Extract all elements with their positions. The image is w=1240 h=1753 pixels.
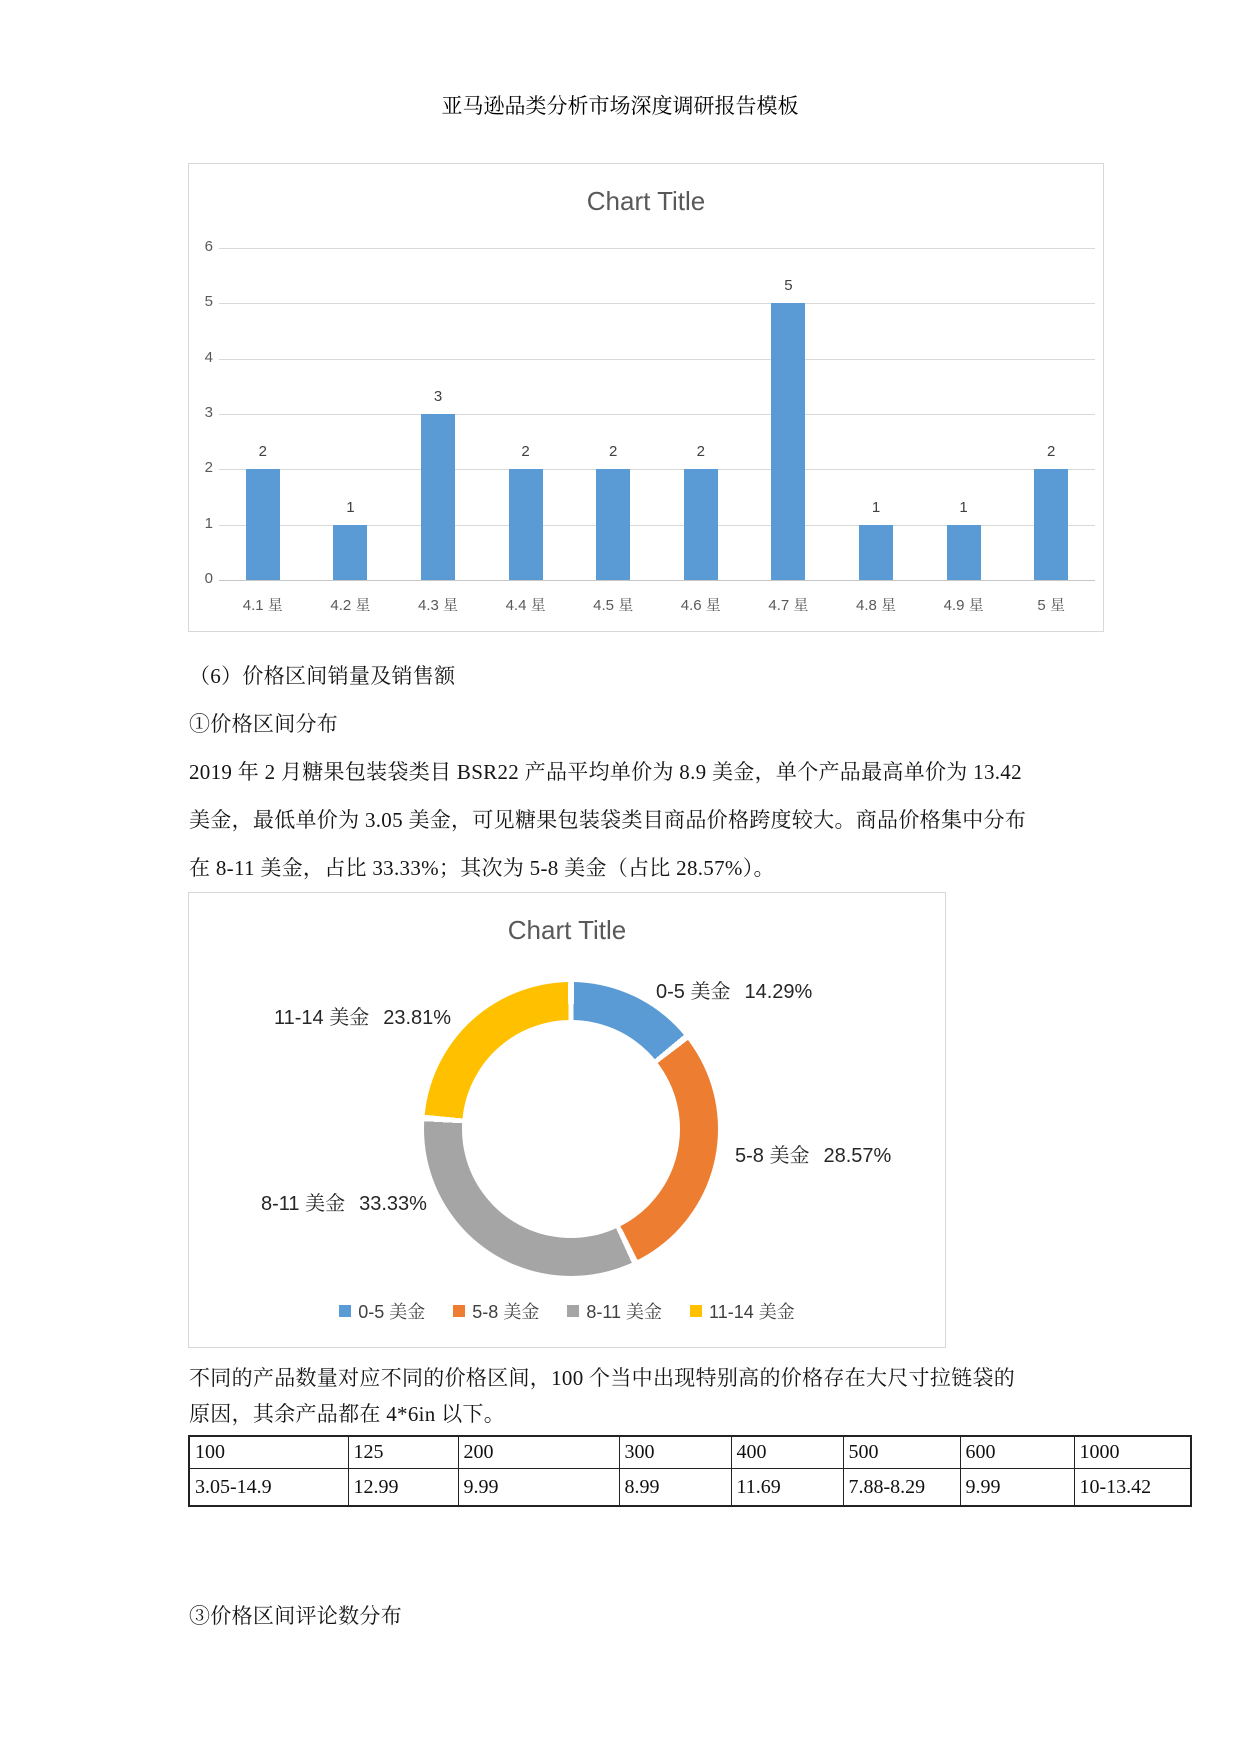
donut-hole [462, 1020, 680, 1238]
bar-value-label: 5 [784, 277, 793, 295]
x-axis-category-label: 4.4 星 [505, 597, 546, 614]
table-cell: 9.99 [960, 1469, 1074, 1507]
table-cell: 10-13.42 [1074, 1469, 1191, 1507]
section-heading-price-range: （6）价格区间销量及销售额 [189, 664, 456, 688]
x-axis-category-label: 5 星 [1037, 597, 1065, 614]
bar-6 [684, 469, 718, 580]
table-cell: 1000 [1074, 1436, 1191, 1469]
table-cell: 7.88-8.29 [843, 1469, 960, 1507]
pie-label-percent: 33.33% [359, 1193, 427, 1215]
y-axis-tick-label: 5 [204, 293, 213, 311]
bar-9 [947, 525, 981, 580]
bar-chart-gridline [219, 580, 1095, 581]
legend-label: 5-8 美金 [472, 1302, 540, 1322]
bar-chart-title: Chart Title [586, 186, 706, 216]
legend-item [567, 1298, 662, 1324]
x-axis-category-label: 4.5 星 [593, 597, 634, 614]
bar-chart-gridline [219, 248, 1095, 249]
pie-data-label [735, 1139, 891, 1168]
table-cell: 11.69 [731, 1469, 843, 1507]
pie-data-label [274, 1001, 451, 1030]
paragraph-line: 在 8-11 美金，占比 33.33%；其次为 5-8 美金（占比 28.57%）。 [189, 856, 775, 880]
bar-value-label: 3 [433, 388, 443, 405]
bar-chart-gridline [219, 303, 1095, 304]
pie-label-percent: 23.81% [383, 1007, 452, 1029]
table-cell: 500 [843, 1436, 960, 1469]
legend-label: 11-14 美金 [709, 1302, 795, 1322]
price-range-table [188, 1435, 1192, 1507]
pie-label-percent: 28.57% [823, 1145, 892, 1167]
table-row [189, 1469, 1191, 1507]
bar-2 [333, 525, 367, 580]
table-cell: 200 [458, 1436, 619, 1469]
bar-value-label: 2 [258, 443, 267, 461]
x-axis-category-label: 4.3 星 [417, 597, 459, 614]
pie-data-label [261, 1187, 427, 1216]
subsection-review-distribution: ③价格区间评论数分布 [189, 1604, 402, 1628]
bar-1 [246, 469, 280, 580]
bar-7 [771, 303, 805, 580]
table-cell: 100 [189, 1436, 348, 1469]
x-axis-category-label: 4.2 星 [330, 597, 371, 614]
y-axis-tick-label: 1 [204, 514, 213, 532]
bar-4 [509, 469, 543, 580]
legend-color-swatch [339, 1305, 351, 1317]
table-cell: 400 [731, 1436, 843, 1469]
pie-label-percent: 14.29% [744, 981, 813, 1003]
pie-label-name: 8-11 美金 [261, 1193, 346, 1215]
donut-chart [188, 892, 946, 1348]
table-cell: 125 [348, 1436, 458, 1469]
table-cell: 300 [619, 1436, 731, 1469]
legend-color-swatch [453, 1305, 465, 1317]
paragraph-line: 美金，最低单价为 3.05 美金，可见糖果包装袋类目商品价格跨度较大。商品价格集中分布 [189, 808, 1027, 832]
bar-value-label: 2 [609, 443, 618, 461]
legend-item [690, 1298, 795, 1324]
pie-label-name: 11-14 美金 [274, 1007, 370, 1029]
bar-value-label: 1 [871, 498, 881, 516]
pie-data-label [656, 975, 812, 1004]
table-row [189, 1436, 1191, 1469]
paragraph-line: 原因，其余产品都在 4*6in 以下。 [189, 1402, 506, 1426]
legend-label: 0-5 美金 [358, 1302, 426, 1322]
legend-item [339, 1298, 425, 1324]
bar-chart-gridline [219, 359, 1095, 360]
y-axis-tick-label: 3 [204, 404, 213, 421]
table-cell: 8.99 [619, 1469, 731, 1507]
legend-item [453, 1298, 539, 1324]
donut-chart-title: Chart Title [507, 915, 627, 945]
y-axis-tick-label: 0 [204, 570, 213, 587]
bar-3 [421, 414, 455, 580]
bar-value-label: 2 [696, 443, 705, 461]
pie-label-name: 5-8 美金 [735, 1145, 810, 1167]
table-cell: 12.99 [348, 1469, 458, 1507]
donut-legend [189, 1298, 945, 1324]
bar-value-label: 1 [959, 498, 968, 516]
bar-value-label: 2 [521, 443, 530, 461]
paragraph-line: 不同的产品数量对应不同的价格区间，100 个当中出现特别高的价格存在大尺寸拉链袋的 [189, 1366, 1016, 1390]
x-axis-category-label: 4.8 星 [855, 597, 897, 614]
legend-color-swatch [567, 1305, 579, 1317]
bar-value-label: 2 [1047, 443, 1056, 461]
table-cell: 9.99 [458, 1469, 619, 1507]
y-axis-tick-label: 6 [204, 238, 213, 255]
bar-chart-gridline [219, 414, 1095, 415]
bar-5 [596, 469, 630, 580]
bar-chart [188, 163, 1104, 632]
y-axis-tick-label: 4 [204, 348, 213, 366]
y-axis-tick-label: 2 [204, 459, 213, 477]
legend-label: 8-11 美金 [586, 1302, 663, 1322]
table-cell: 3.05-14.9 [189, 1469, 348, 1507]
table-cell: 600 [960, 1436, 1074, 1469]
bar-value-label: 1 [346, 498, 355, 516]
x-axis-category-label: 4.9 星 [943, 597, 984, 614]
bar-chart-gridline [219, 469, 1095, 470]
bar-8 [859, 525, 893, 580]
paragraph-line: 2019 年 2 月糖果包装袋类目 BSR22 产品平均单价为 8.9 美金，单个产品最高单价为 13.42 [189, 760, 1022, 784]
subsection-price-distribution: ①价格区间分布 [189, 712, 339, 736]
document-title: 亚马逊品类分析市场深度调研报告模板 [441, 94, 799, 118]
x-axis-category-label: 4.1 星 [242, 597, 283, 614]
legend-color-swatch [690, 1305, 702, 1317]
pie-label-name: 0-5 美金 [656, 981, 731, 1003]
x-axis-category-label: 4.7 星 [768, 597, 809, 614]
x-axis-category-label: 4.6 星 [680, 597, 721, 614]
bar-10 [1034, 469, 1068, 580]
